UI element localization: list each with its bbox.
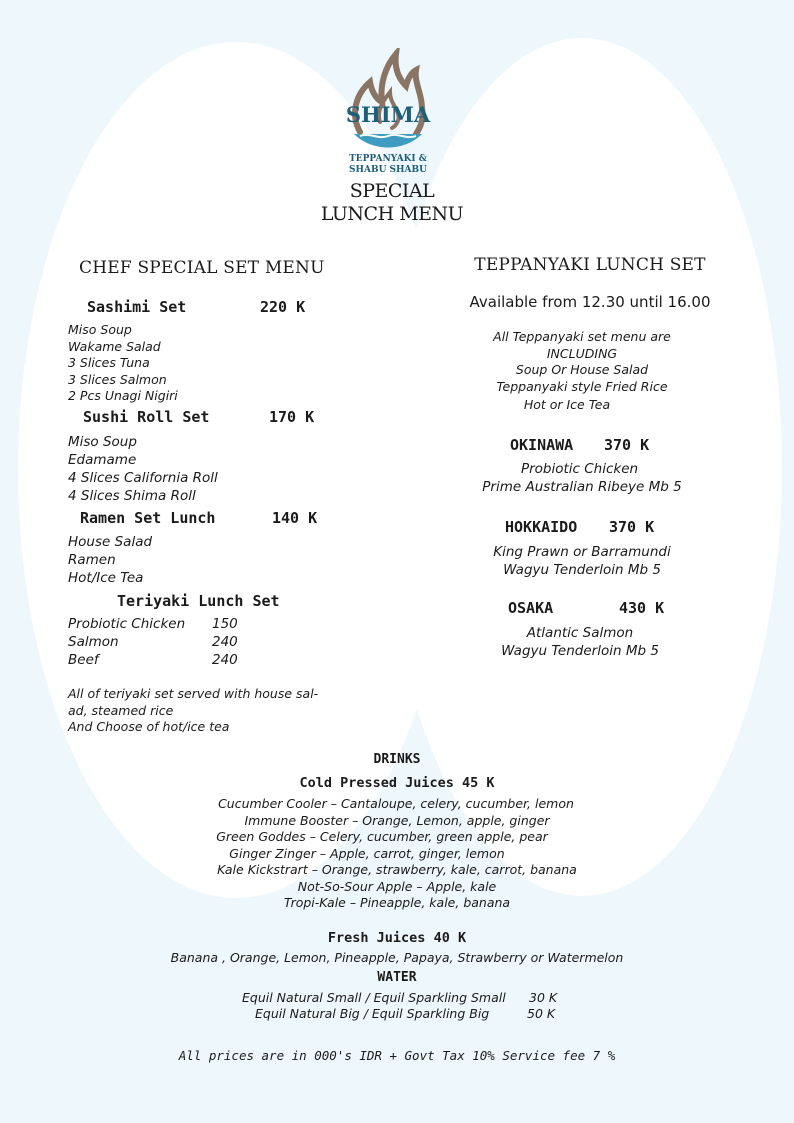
sashimi-set-items [68,322,178,405]
list-item: Wagyu Tenderloin Mb 5 [503,562,661,578]
list-item: 3 Slices Salmon [68,371,167,387]
availability-text: Available from 12.30 until 16.00 [469,293,711,311]
teriyaki-item-prices [212,615,238,669]
cold-pressed-list [147,796,647,912]
teriyaki-note [68,686,318,736]
sashimi-set-price: 220 K [260,298,306,316]
list-item: Wakame Salad [68,338,161,354]
teriyaki-set-name: Teriyaki Lunch Set [117,592,280,610]
okinawa-set-items [432,460,732,496]
list-item: Hot or Ice Tea [523,397,611,412]
hokkaido-set-items [432,543,732,579]
note-line: ad, steamed rice [68,702,174,718]
logo-brand-text: SHIMA [345,102,431,127]
list-item: Cucumber Cooler – Cantaloupe, celery, cucumber, lemon [218,796,574,811]
ramen-set-items [68,533,152,587]
list-item: Teppanyaki style Fried Rice [496,378,668,394]
list-item-price: 240 [212,652,238,668]
list-item: 4 Slices California Roll [68,470,218,486]
list-item: Probiotic Chicken [68,616,186,632]
teppanyaki-heading: TEPPANYAKI LUNCH SET [474,255,706,275]
sushi-roll-set-price: 170 K [269,408,315,426]
list-item: Not-So-Sour Apple – Apple, kale [297,878,497,894]
sashimi-set-name: Sashimi Set [87,298,187,316]
list-item: Soup Or House Salad [515,362,649,377]
list-item: Prime Australian Ribeye Mb 5 [482,479,682,495]
list-item: Wagyu Tenderloin Mb 5 [501,643,659,659]
osaka-set-name: OSAKA [508,599,554,617]
list-item: Immune Booster – Orange, Lemon, apple, ginger [244,812,550,828]
logo-subtitle-line2: SHABU SHABU [348,165,428,175]
list-item: Probiotic Chicken [520,461,639,477]
chef-special-heading: CHEF SPECIAL SET MENU [79,258,325,278]
price-footnote: All prices are in 000's IDR + Govt Tax 10% Service fee 7 % [178,1048,616,1063]
shima-logo [340,48,436,152]
list-item: Tropi-Kale – Pineapple, kale, banana [283,895,511,910]
list-item: INCLUDING [546,345,618,361]
sushi-roll-set-items [68,433,218,505]
list-item: 2 Pcs Unagi Nigiri [68,388,178,403]
title-lunch-menu: LUNCH MENU [320,203,464,225]
list-item: All Teppanyaki set menu are [493,329,671,344]
list-item: 4 Slices Shima Roll [68,488,196,504]
list-item-price: 150 [212,616,238,632]
list-item: Edamame [68,452,137,468]
title-special: SPECIAL [349,180,435,202]
list-item: King Prawn or Barramundi [493,544,671,560]
fresh-juices-list: Banana , Orange, Lemon, Pineapple, Papaya, Strawberry or Watermelon [170,950,624,965]
list-item: Salmon [68,634,119,650]
includes-list [432,329,732,414]
list-item: Hot/Ice Tea [68,570,144,586]
list-item: Beef [68,652,99,668]
list-item: Ramen [68,552,116,568]
ramen-set-price: 140 K [272,509,318,527]
water-item-1: Equil Natural Small / Equil Sparkling Small [242,990,506,1005]
list-item: Miso Soup [68,434,137,450]
list-item: House Salad [68,534,153,550]
water-item-2: Equil Natural Big / Equil Sparkling Big [255,1006,490,1021]
list-item: Kale Kickstrart – Orange, strawberry, kale, carrot, banana [217,862,577,877]
fresh-juices-title: Fresh Juices 40 K [327,930,467,946]
drinks-heading: DRINKS [373,752,421,767]
list-item: Atlantic Salmon [526,625,634,641]
logo-subtitle [330,154,446,176]
note-line: All of teriyaki set served with house sal- [68,686,319,701]
hokkaido-set-price: 370 K [609,518,655,536]
water-item-1-price: 30 K [529,990,558,1005]
list-item: Ginger Zinger – Apple, carrot, ginger, lemon [229,845,505,861]
list-item: Green Goddes – Celery, cucumber, green apple, pear [216,829,548,844]
teriyaki-item-names [68,615,185,669]
ramen-set-name: Ramen Set Lunch [80,509,216,527]
list-item-price: 240 [212,634,238,650]
okinawa-set-name: OKINAWA [510,436,574,454]
sushi-roll-set-name: Sushi Roll Set [83,408,210,426]
water-item-2-price: 50 K [527,1006,556,1021]
list-item: Miso Soup [68,322,132,337]
cold-pressed-title: Cold Pressed Juices 45 K [299,775,495,791]
hokkaido-set-name: HOKKAIDO [505,518,578,536]
osaka-set-price: 430 K [619,599,665,617]
osaka-set-items [430,624,730,660]
logo-subtitle-line1: TEPPANYAKI & [349,154,427,164]
okinawa-set-price: 370 K [604,436,650,454]
list-item: 3 Slices Tuna [68,355,150,370]
water-heading: WATER [377,970,417,985]
note-line: And Choose of hot/ice tea [68,719,230,734]
